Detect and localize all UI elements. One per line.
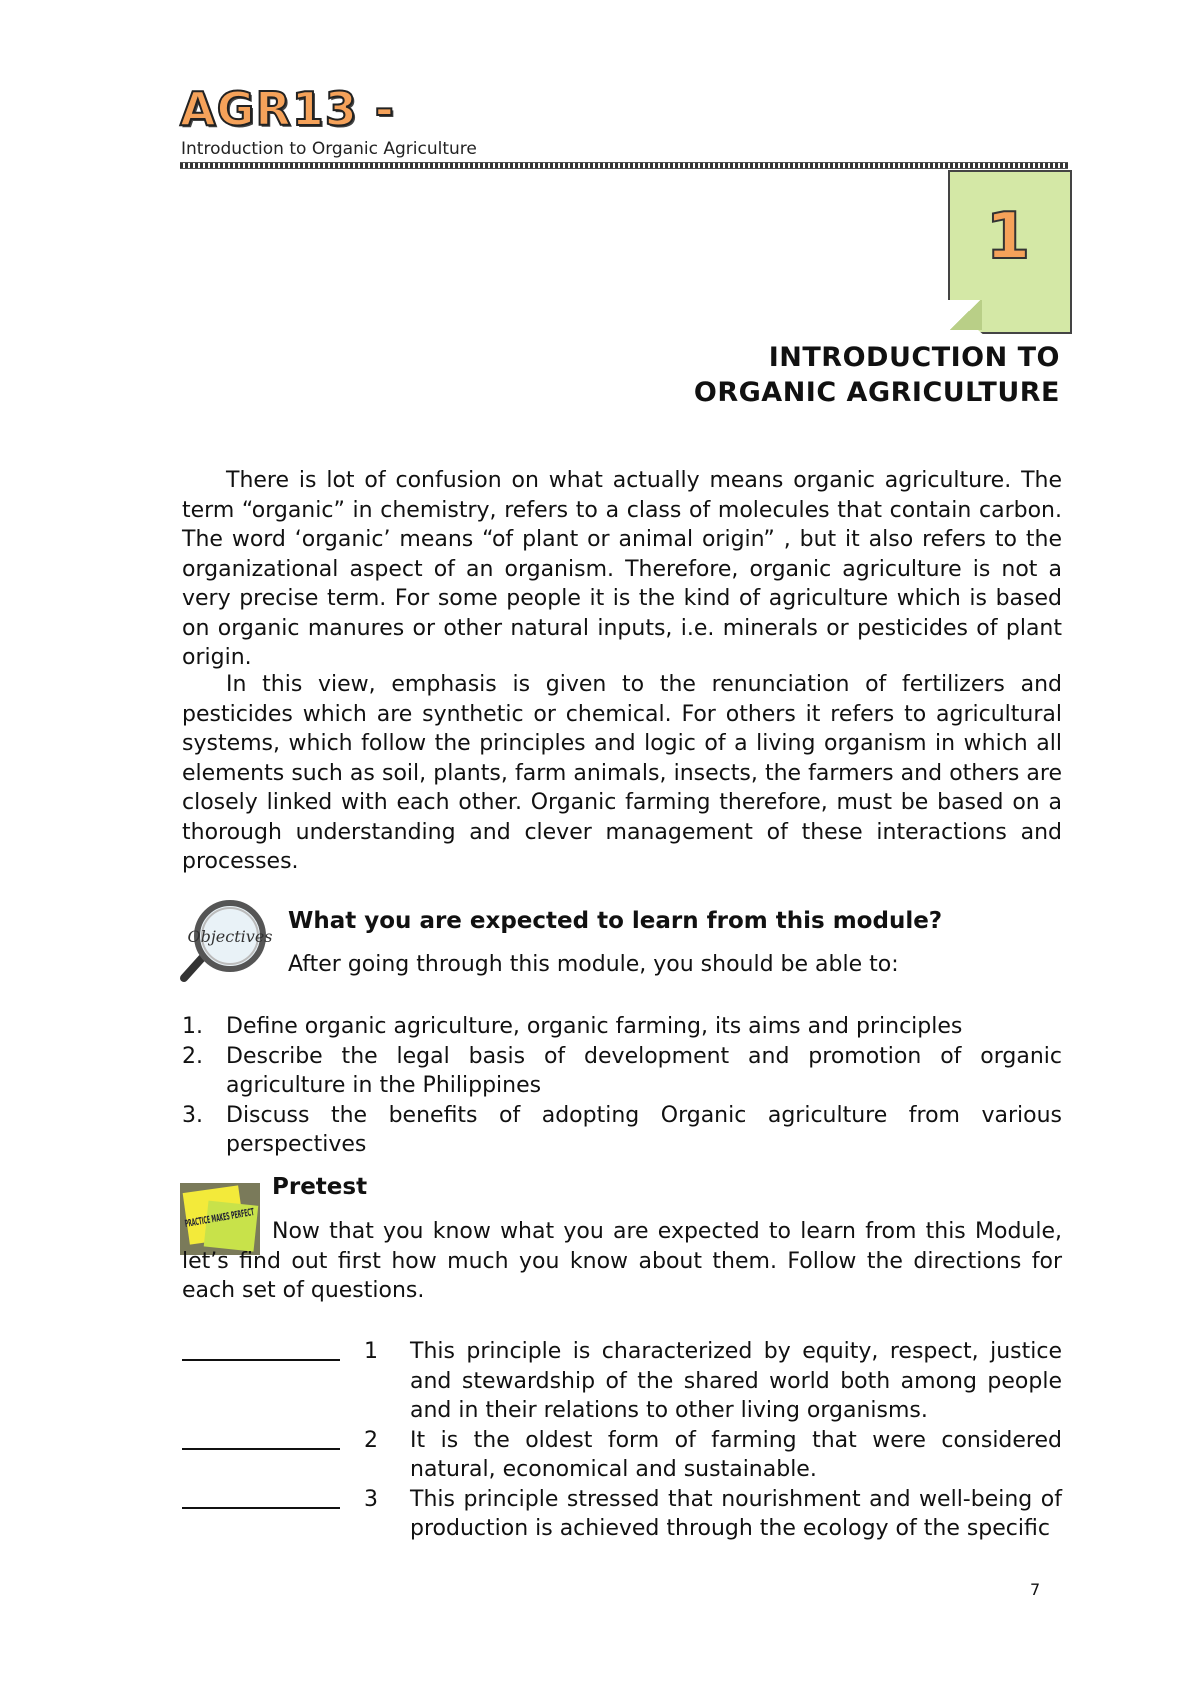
question-row: 2 It is the oldest form of farming that were considered natural, economical and sustainable. (182, 1426, 1062, 1485)
answer-blank[interactable] (182, 1337, 342, 1426)
pretest-questions (182, 1337, 1062, 1544)
question-row: 3 This principle stressed that nourishment and well-being of production is achieved through the ecology of the specific (182, 1485, 1062, 1544)
objectives-heading: What you are expected to learn from this module? (288, 908, 943, 934)
answer-blank[interactable] (182, 1426, 342, 1485)
objective-item: 1. Define organic agriculture, organic farming, its aims and principles (182, 1014, 963, 1039)
pretest-instructions: Now that you know what you are expected to learn from this Module, let’s find out first how much you know about them. Follow the directions for each set of questions. (182, 1219, 1062, 1303)
question-row: 1 This principle is characterized by equity, respect, justice and stewardship of the shared world both among people and in their relations to other living organisms. (182, 1337, 1062, 1426)
module-number: 1 (985, 200, 1031, 274)
module-title-line2: ORGANIC AGRICULTURE (693, 377, 1060, 408)
header-subtitle: Introduction to Organic Agriculture (181, 139, 477, 159)
module-title-line1: INTRODUCTION TO (768, 342, 1060, 373)
pretest-heading: Pretest (272, 1174, 368, 1200)
page-number: 7 (1030, 1580, 1041, 1599)
objectives-icon-label: Objectives (187, 927, 273, 946)
course-code-logo: AGR13 - (180, 82, 395, 136)
answer-blank[interactable] (182, 1485, 342, 1544)
objective-item: 2. Describe the legal basis of development and promotion of organic agriculture in the Philippines (182, 1043, 1062, 1098)
module-title (694, 340, 1060, 410)
objectives-subheading: After going through this module, you should be able to: (288, 952, 899, 977)
objectives-list (182, 1012, 1062, 1160)
objectives-magnifier-icon (180, 898, 273, 984)
header-divider (180, 162, 1068, 169)
objective-item: 3. Discuss the benefits of adopting Organic agriculture from various perspectives (182, 1102, 1062, 1157)
intro-paragraph-2: In this view, emphasis is given to the renunciation of fertilizers and pesticides which are synthetic or chemical. For others it refers to agricultural systems, which follow the principles and logic of a living organism in which all elements such as soil, plants, farm animals, insects, the farmers and others are closely linked with each other. Organic farming therefore, must be based on a thorough understanding and clever management of these interactions and processes. (182, 672, 1062, 874)
intro-paragraph-1: There is lot of confusion on what actually means organic agriculture. The term “organic” in chemistry, refers to a class of molecules that contain carbon. The word ‘organic’ means “of plant or animal origin” , but it also refers to the organizational aspect of an organism. Therefore, organic agriculture is not a very precise term. For some people it is the kind of agriculture which is based on organic manures or other natural inputs, i.e. minerals or pesticides of plant origin. (182, 468, 1062, 670)
tab-page-curl (948, 300, 982, 330)
